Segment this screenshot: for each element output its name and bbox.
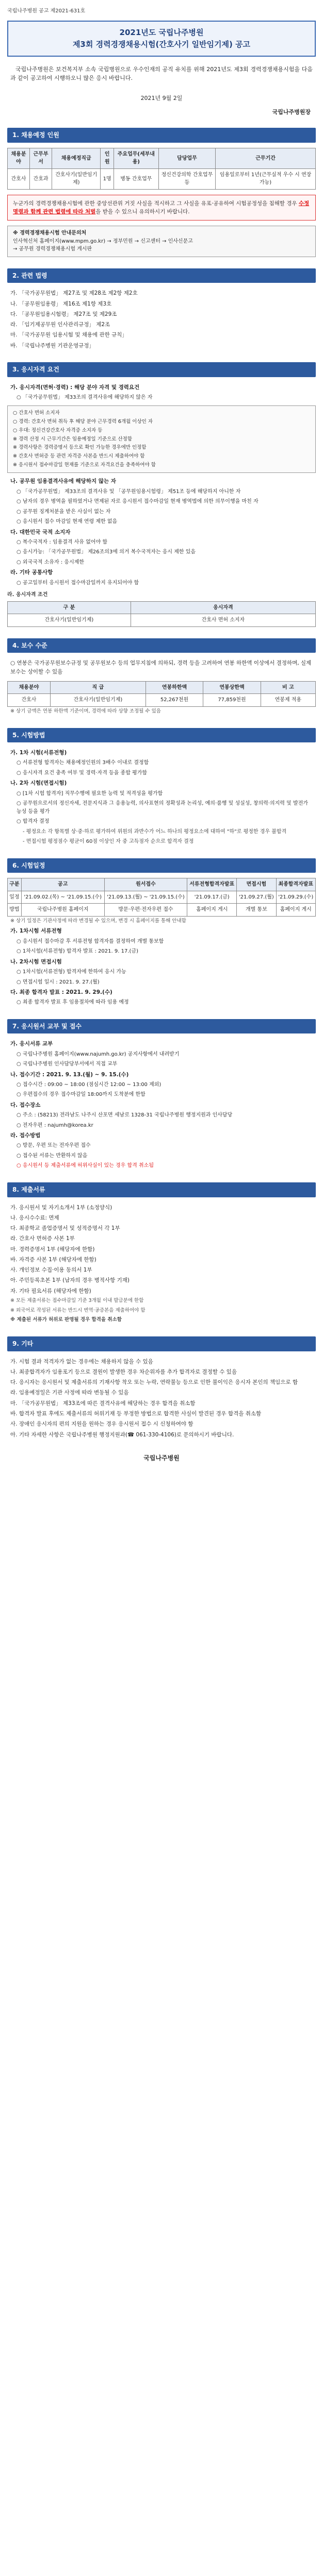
sec3-b-title: 나. 공무원 임용결격사유에 해당하지 않는 자 bbox=[10, 478, 116, 485]
list-item: ※ 응시원서 접수마감일 현재를 기준으로 자격요건을 충족하여야 함 bbox=[13, 462, 156, 468]
table-cell: 홈페이지 게시 bbox=[187, 904, 237, 917]
table-row bbox=[8, 168, 316, 189]
sec6-b-title: 나. 2차시험 면접시험 bbox=[10, 958, 62, 965]
table-row bbox=[8, 891, 316, 904]
sec6-note: ※ 상기 일정은 기관사정에 따라 변경될 수 있으며, 변경 시 홈페이지를 통해 안내함 bbox=[10, 918, 186, 924]
table-cell: 정신건강의학 간호업무 등 bbox=[158, 168, 215, 189]
sec9-heading: 9. 기타 bbox=[7, 1336, 316, 1351]
table-cell: 일정 bbox=[8, 891, 22, 904]
contact-line2: 인사혁신처 홈페이지(www.mpm.go.kr) → 정부민원 → 신고센터 → 인사신문고 bbox=[13, 238, 193, 244]
table-row bbox=[8, 694, 316, 707]
list-item: 자. 기타 필요서류 (해당자에 한함) bbox=[10, 1287, 91, 1294]
list-item: 라. 간호사 면허증 사본 1부 bbox=[10, 1235, 75, 1242]
list-item: ○ 서류전형 합격자는 채용예정인원의 3배수 이내로 결정함 bbox=[17, 760, 149, 766]
list-item: ※ 간호사 면허증 등 관련 자격증 사본을 반드시 제출하여야 함 bbox=[13, 453, 145, 459]
table-cell: 홈페이지 게시 bbox=[276, 904, 315, 917]
sec5-b-title: 나. 2차 시험(면접시험) bbox=[10, 780, 67, 787]
list-item: 나. 응시수수료: 면제 bbox=[10, 1214, 59, 1221]
list-item: - 평정요소 각 항목별 상·중·하로 평가하여 위원의 과반수가 어느 하나의 평정요소에 대하여 "하"로 평정한 경우 불합격 bbox=[23, 828, 287, 835]
list-item: ○ 응시원서 접수마감 후 서류전형 합격자를 결정하여 개별 통보함 bbox=[17, 938, 164, 944]
sec7-c-title: 다. 접수장소 bbox=[10, 1101, 41, 1108]
list-item: ○ 복수국적자 : 임용결격 사유 없어야 함 bbox=[17, 539, 108, 545]
requirements-box bbox=[7, 405, 316, 473]
list-item: ○ 응시자격 요건 충족 여부 및 경력·자격 등을 종합 평가함 bbox=[17, 770, 148, 776]
table-cell: 1명 bbox=[101, 168, 114, 189]
col-header: 서류전형합격자발표 bbox=[187, 878, 237, 891]
col-header: 면접시험 bbox=[237, 878, 276, 891]
col-header: 채용분야 bbox=[8, 681, 51, 694]
col-header: 직 급 bbox=[50, 681, 146, 694]
sec3-heading: 3. 응시자격 요건 bbox=[7, 362, 316, 377]
list-item: ○ 간호사 면허 소지자 bbox=[13, 410, 60, 416]
table-cell: 간호사 면허 소지자 bbox=[131, 614, 315, 627]
table-cell: 간호사 bbox=[8, 694, 51, 707]
sec4-intro: ○ 연봉은 국가공무원보수규정 및 공무원보수 등의 업무지침에 의하되, 경력 등을 고려하여 연봉 하한액 이상에서 결정하며, 실제 보수는 상이할 수 있음 bbox=[10, 660, 312, 675]
list-item: 다. 「공무원임용시험령」 제27조 및 제29조 bbox=[10, 311, 117, 317]
sec5-a-title: 가. 1차 시험(서류전형) bbox=[10, 750, 67, 756]
title-line1: 2021년도 국립나주병원 bbox=[119, 27, 204, 37]
notice-red-text: 수정명령과 함께 관련 법령에 따라 처벌 bbox=[13, 200, 310, 215]
list-item: ○ 접수시간 : 09:00 ~ 18:00 (점심시간 12:00 ~ 13:00 제외) bbox=[17, 1081, 162, 1088]
table-cell: 국립나주병원 홈페이지 bbox=[21, 904, 104, 917]
list-item: 바. 「국립나주병원 기관운영규정」 bbox=[10, 342, 94, 349]
sec3-a-title: 가. 응시자격(면허·경력) : 해당 분야 자격 및 경력요건 bbox=[10, 384, 140, 391]
sec5-heading: 5. 시험방법 bbox=[7, 728, 316, 743]
col-header: 근무부서 bbox=[30, 148, 52, 168]
list-item: ○ 최종 합격자 발표 후 임용절차에 따라 임용 예정 bbox=[17, 999, 129, 1006]
sec4-heading: 4. 보수 수준 bbox=[7, 638, 316, 653]
table-cell: 간호사 bbox=[8, 168, 30, 189]
list-item: ※ 경력 산정 시 근무기간은 임용예정일 기준으로 산정함 bbox=[13, 436, 132, 442]
table-cell: 52,267천원 bbox=[146, 694, 203, 707]
list-item: 가. 시험 결과 적격자가 없는 경우에는 채용하지 않을 수 있음 bbox=[10, 1358, 153, 1365]
sec7-d-title: 라. 접수방법 bbox=[10, 1132, 41, 1139]
list-item: 사. 장애인 응시자의 편의 지원을 원하는 경우 응시원서 접수 시 신청하여야 함 bbox=[10, 1421, 193, 1428]
contact-box bbox=[7, 226, 316, 257]
sec3-a-line: ○ 「국가공무원법」 제33조의 결격사유에 해당하지 않은 자 bbox=[17, 394, 153, 400]
list-item: 나. 「공무원임용령」 제16조 제1항 제3호 bbox=[10, 300, 112, 307]
table-cell: 임용일로부터 1년(근무실적 우수 시 연장 가능) bbox=[216, 168, 316, 189]
list-item: ○ [1차 시험 합격자] 직무수행에 필요한 능력 및 적격성을 평가함 bbox=[17, 790, 163, 796]
col-header: 구 분 bbox=[8, 601, 131, 614]
list-item: 사. 개인정보 수집·이용 동의서 1부 bbox=[10, 1267, 92, 1274]
list-item: ○ 남자의 경우 병역을 필하였거나 면제된 자로 응시원서 접수마감일 현재 병역법에 의한 의무이행을 마친 자 bbox=[17, 499, 259, 505]
sec8-note: ※ 제출된 서류가 허위로 판명될 경우 합격을 취소함 bbox=[10, 1317, 122, 1323]
table-cell: 방문·우편·전자우편 접수 bbox=[104, 904, 187, 917]
list-item: ○ 합격자 결정 bbox=[17, 819, 50, 825]
sec6-c-title: 다. 최종 합격자 발표 : 2021. 9. 29.(수) bbox=[10, 989, 112, 995]
sec8-heading: 8. 제출서류 bbox=[7, 1182, 316, 1197]
list-item: 다. 최종학교 졸업증명서 및 성적증명서 각 1부 bbox=[10, 1225, 120, 1232]
list-item: ※ 경력사항은 경력증명서 등으로 확인 가능한 경우에만 인정함 bbox=[13, 445, 147, 451]
sec4-table bbox=[7, 681, 316, 707]
col-header: 연봉상한액 bbox=[203, 681, 261, 694]
table-cell: 방법 bbox=[8, 904, 22, 917]
warning-notice bbox=[7, 195, 316, 221]
table-row bbox=[8, 904, 316, 917]
list-item: ○ 응시원서 등 제출서류에 허위사실이 있는 경우 합격 취소됨 bbox=[17, 1163, 154, 1169]
sec6-a-title: 가. 1차시험 서류전형 bbox=[10, 928, 62, 935]
sec7-a-title: 가. 응시서류 교부 bbox=[10, 1041, 53, 1047]
list-item: 가. 응시원서 및 자기소개서 1부 (소정양식) bbox=[10, 1204, 112, 1211]
list-item: 나. 최종합격자가 임용포기 등으로 결원이 발생한 경우 차순위자를 추가 합격자로 결정할 수 있음 bbox=[10, 1368, 237, 1375]
list-item: ○ 국립나주병원 홈페이지(www.najumh.go.kr) 공지사항에서 내려받기 bbox=[17, 1051, 180, 1057]
sec3-c-title: 다. 대한민국 국적 소지자 bbox=[10, 529, 71, 535]
list-item: ○ 접수된 서류는 반환하지 않음 bbox=[17, 1153, 88, 1159]
col-header: 연봉하한액 bbox=[146, 681, 203, 694]
sec3-table bbox=[7, 601, 316, 627]
sec2-heading: 2. 관련 법령 bbox=[7, 268, 316, 283]
table-row bbox=[8, 614, 316, 627]
table-cell: 연봉제 적용 bbox=[261, 694, 315, 707]
table-cell: '21.09.13.(월) ~ '21.09.15.(수) bbox=[104, 891, 187, 904]
announce-date: 2021년 9월 2일 bbox=[140, 95, 183, 102]
list-item: 바. 자격증 사본 1부 (해당자에 한함) bbox=[10, 1256, 96, 1263]
col-header: 인원 bbox=[101, 148, 114, 168]
title-line2: 제3회 경력경쟁채용시험(간호사기 일반임기제) 공고 bbox=[72, 39, 251, 49]
intro-paragraph: 국립나주병원은 보건복지부 소속 국립병원으로 우수인재의 공직 유치를 위해 2021년도 제3회 경력경쟁채용시험을 다음과 같이 공고하여 시행하오니 많은 응시 바랍니다. bbox=[10, 66, 313, 82]
col-header: 응시자격 bbox=[131, 601, 315, 614]
sec3-d-title: 라. 기타 공통사항 bbox=[10, 569, 53, 576]
table-cell: '21.09.17.(금) bbox=[187, 891, 237, 904]
sec8-note: ※ 모든 제출서류는 접수마감일 기준 3개월 이내 발급분에 한함 bbox=[10, 1297, 144, 1303]
notice-text1: 누군가의 경력경쟁채용시험에 관한 중앙선관위 거짓 사실을 적시하고 그 사실을 유포·공유하여 시험공정성을 침해할 경우 bbox=[13, 200, 299, 207]
list-item: ○ 외국국적 소유자 : 응시제한 bbox=[17, 559, 85, 565]
list-item: ○ 경력: 간호사 면허 취득 후 해당 분야 근무경력 6개월 이상인 자 bbox=[13, 419, 153, 425]
list-item: - 면접시험 평정점수 평균이 60점 이상인 자 중 고득점자 순으로 합격자 결정 bbox=[23, 839, 194, 845]
list-item: ○ 우대: 정신건강간호사 자격증 소지자 등 bbox=[13, 427, 103, 433]
sec4-note: ※ 상기 금액은 연봉 하한액 기준이며, 경력에 따라 상향 조정될 수 있음 bbox=[10, 708, 161, 714]
sec3-table-caption: 라. 응시자격 조건 bbox=[7, 592, 48, 598]
list-item: 다. 응시자는 응시원서 및 제출서류의 기재사항 착오 또는 누락, 연락불능 등으로 인한 불이익은 응시자 본인의 책임으로 함 bbox=[10, 1379, 298, 1386]
list-item: ○ 응시가능: 「국가공무원법」 제26조의3에 의거 복수국적자는 응시 제한 있음 bbox=[17, 549, 196, 555]
list-item: ○ 방문, 우편 또는 전자우편 접수 bbox=[17, 1143, 91, 1149]
table-cell: 간호과 bbox=[30, 168, 52, 189]
list-item: ○ 면접시험 일시 : 2021. 9. 27.(월) bbox=[17, 979, 100, 985]
col-header: 근무기간 bbox=[216, 148, 316, 168]
announcement-number: 국립나주병원 공고 제2021-631호 bbox=[7, 8, 86, 14]
col-header: 공고 bbox=[21, 878, 104, 891]
list-item: ○ 공무원 징계처분을 받은 사실이 없는 자 bbox=[17, 509, 111, 515]
table-cell: 병동 간호업무 bbox=[114, 168, 158, 189]
contact-line3: → 공무원 경력경쟁채용시험 게시판 bbox=[13, 246, 92, 252]
footer-organization: 국립나주병원 bbox=[143, 1454, 180, 1462]
list-item: 마. 「국가공무원법」 제33조에 따른 결격사유에 해당하는 경우 합격을 취소함 bbox=[10, 1400, 196, 1406]
sec1-table bbox=[7, 148, 316, 190]
sec6-heading: 6. 시험일정 bbox=[7, 858, 316, 873]
table-cell: 간호사기(일반임기제) bbox=[50, 694, 146, 707]
table-cell: '21.09.29.(수) bbox=[276, 891, 315, 904]
list-item: 아. 주민등록초본 1부 (남자의 경우 병적사항 기재) bbox=[10, 1277, 130, 1284]
list-item: 라. 「임기제공무원 인사관리규정」 제2조 bbox=[10, 321, 110, 328]
table-cell: '21.09.27.(월) bbox=[237, 891, 276, 904]
sec1-heading: 1. 채용예정 인원 bbox=[7, 128, 316, 143]
sec7-b-title: 나. 접수기간 : 2021. 9. 13.(월) ~ 9. 15.(수) bbox=[10, 1071, 129, 1078]
list-item: ○ 전자우편 : najumh@korea.kr bbox=[17, 1122, 93, 1128]
list-item: 라. 임용예정일은 기관 사정에 따라 변동될 수 있음 bbox=[10, 1389, 129, 1396]
col-header: 채용분야 bbox=[8, 148, 30, 168]
col-header: 주요업무(세부내용) bbox=[114, 148, 158, 168]
sec7-heading: 7. 응시원서 교부 및 접수 bbox=[7, 1019, 316, 1034]
list-item: ○ 「국가공무원법」 제33조의 결격사유 및 「공무원임용시험령」 제51조 등에 해당하지 아니한 자 bbox=[17, 488, 241, 495]
table-cell: '21.09.02.(목) ~ '21.09.15.(수) bbox=[21, 891, 104, 904]
table-cell: 개별 통보 bbox=[237, 904, 276, 917]
issuer: 국립나주병원장 bbox=[272, 109, 311, 116]
list-item: ○ 우편접수의 경우 접수마감일 18:00까지 도착분에 한함 bbox=[17, 1092, 146, 1098]
list-item: 마. 「국가공무원 임용시험 및 채용에 관한 규칙」 bbox=[10, 332, 127, 338]
list-item: 아. 기타 자세한 사항은 국립나주병원 행정지원과(☎ 061-330-4106)로 문의하시기 바랍니다. bbox=[10, 1431, 234, 1438]
col-header: 구분 bbox=[8, 878, 22, 891]
list-item: 바. 합격자 발표 후에도 제출서류의 허위기재 등 부정한 방법으로 합격한 사실이 발견된 경우 합격을 취소함 bbox=[10, 1410, 262, 1417]
sec8-note: ※ 외국어로 작성된 서류는 반드시 번역·공증본을 제출하여야 함 bbox=[10, 1307, 146, 1313]
list-item: ○ 1차시험(서류전형) 합격자 발표 : 2021. 9. 17.(금) bbox=[17, 948, 138, 955]
notice-text2: 을 받을 수 있으니 유의하시기 바랍니다. bbox=[95, 209, 190, 215]
list-item: ○ 주소 : (58213) 전라남도 나주시 산포면 세남로 1328-31 국립나주병원 행정지원과 인사담당 bbox=[17, 1112, 233, 1118]
list-item: ○ 공고일부터 응시원서 접수마감일까지 유지되어야 함 bbox=[17, 580, 139, 586]
list-item: ○ 응시원서 접수 마감일 현재 연령 제한 없음 bbox=[17, 519, 118, 525]
table-cell: 간호사기(일반임기제) bbox=[52, 168, 101, 189]
col-header: 비 고 bbox=[261, 681, 315, 694]
list-item: ○ 공무원으로서의 정신자세, 전문지식과 그 응용능력, 의사표현의 정확성과 논리성, 예의·품행 및 성실성, 창의력·의지력 및 발전가능성 등을 평가 bbox=[17, 801, 308, 815]
col-header: 채용예정직급 bbox=[52, 148, 101, 168]
list-item: ○ 1차시험(서류전형) 합격자에 한하여 응시 가능 bbox=[17, 969, 126, 975]
col-header: 최종합격자발표 bbox=[276, 878, 315, 891]
contact-line1: ※ 경력경쟁채용시험 안내문의처 bbox=[13, 230, 87, 236]
list-item: ○ 국립나주병원 인사담당부서에서 직접 교부 bbox=[17, 1061, 118, 1067]
col-header: 원서접수 bbox=[104, 878, 187, 891]
table-cell: 77,859천원 bbox=[203, 694, 261, 707]
list-item: 마. 경력증명서 1부 (해당자에 한함) bbox=[10, 1246, 95, 1252]
col-header: 담당업무 bbox=[158, 148, 215, 168]
sec6-table bbox=[7, 878, 316, 917]
title-box bbox=[7, 21, 316, 57]
list-item: 가. 「국가공무원법」 제27조 및 제28조 제2항 제2호 bbox=[10, 290, 138, 297]
table-cell: 간호사기(일반임기제) bbox=[8, 614, 131, 627]
